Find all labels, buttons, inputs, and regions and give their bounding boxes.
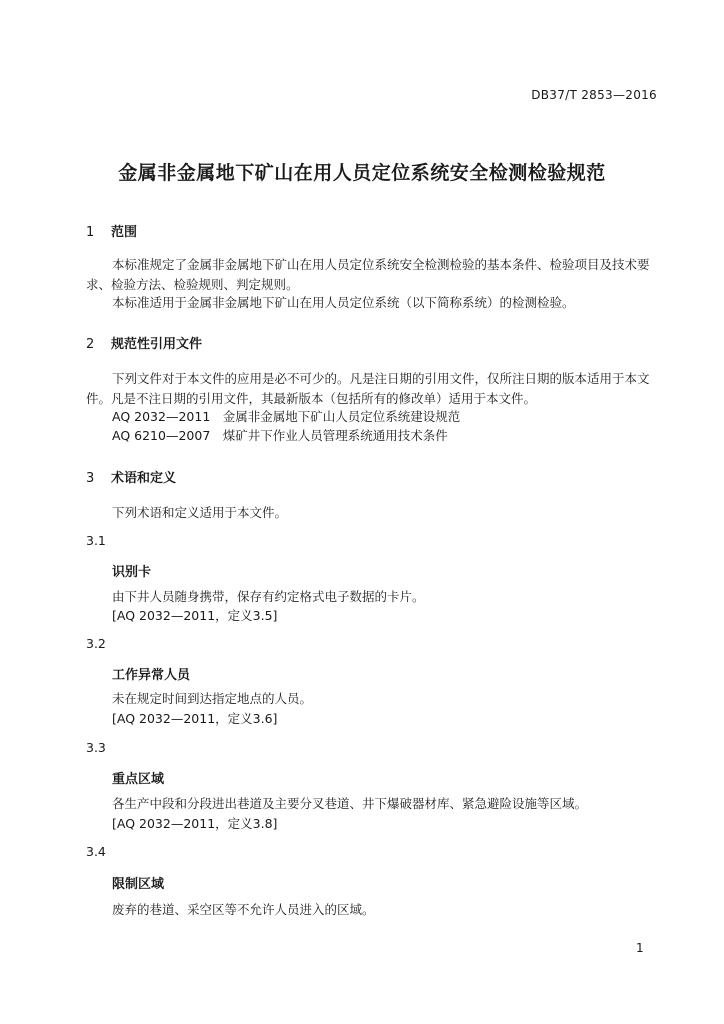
reference-2: AQ 6210—2007 煤矿井下作业人员管理系统通用技术条件 [112, 428, 448, 443]
page-number: 1 [636, 941, 644, 955]
section-1-heading [86, 221, 137, 240]
term-source: [AQ 2032—2011，定义3.8] [112, 816, 278, 831]
section-number: 1 [86, 225, 95, 240]
term-name: 限制区域 [112, 877, 165, 892]
term-name: 识别卡 [112, 565, 152, 580]
term-number: 3.1 [86, 533, 106, 548]
term-source: [AQ 2032—2011，定义3.6] [112, 711, 278, 726]
term-name: 工作异常人员 [112, 668, 191, 683]
term-definition: 未在规定时间到达指定地点的人员。 [112, 691, 313, 706]
section-2-para-1: 下列文件对于本文件的应用是必不可少的。凡是注日期的引用文件，仅所注日期的版本适用于本文 [112, 371, 650, 386]
section-1-para-2: 本标准适用于金属非金属地下矿山在用人员定位系统（以下简称系统）的检测检验。 [112, 295, 575, 310]
term-definition: 各生产中段和分段进出巷道及主要分叉巷道、井下爆破器材库、紧急避险设施等区域。 [112, 796, 588, 811]
section-3-heading [86, 467, 176, 486]
standard-code: DB37/T 2853—2016 [531, 88, 657, 102]
section-title: 范围 [111, 225, 138, 240]
section-number: 3 [86, 471, 95, 486]
section-2-para-1-cont: 件。凡是不注日期的引用文件，其最新版本（包括所有的修改单）适用于本文件。 [86, 391, 537, 406]
term-number: 3.2 [86, 636, 106, 651]
term-name: 重点区域 [112, 772, 165, 787]
section-title: 规范性引用文件 [111, 337, 203, 352]
section-number: 2 [86, 337, 95, 352]
term-definition: 废弃的巷道、采空区等不允许人员进入的区域。 [112, 902, 375, 917]
term-definition: 由下井人员随身携带，保存有约定格式电子数据的卡片。 [112, 589, 425, 604]
term-number: 3.4 [86, 844, 106, 859]
term-source: [AQ 2032—2011，定义3.5] [112, 608, 278, 623]
reference-1: AQ 2032—2011 金属非金属地下矿山人员定位系统建设规范 [112, 409, 461, 424]
section-2-heading [86, 333, 202, 352]
section-3-para-1: 下列术语和定义适用于本文件。 [112, 505, 288, 520]
section-1-para-1: 本标准规定了金属非金属地下矿山在用人员定位系统安全检测检验的基本条件、检验项目及技术要 [112, 257, 650, 272]
section-title: 术语和定义 [111, 471, 177, 486]
term-number: 3.3 [86, 740, 106, 755]
document-title: 金属非金属地下矿山在用人员定位系统安全检测检验规范 [118, 162, 606, 184]
section-1-para-1-cont: 求、检验方法、检验规则、判定规则。 [86, 277, 299, 292]
